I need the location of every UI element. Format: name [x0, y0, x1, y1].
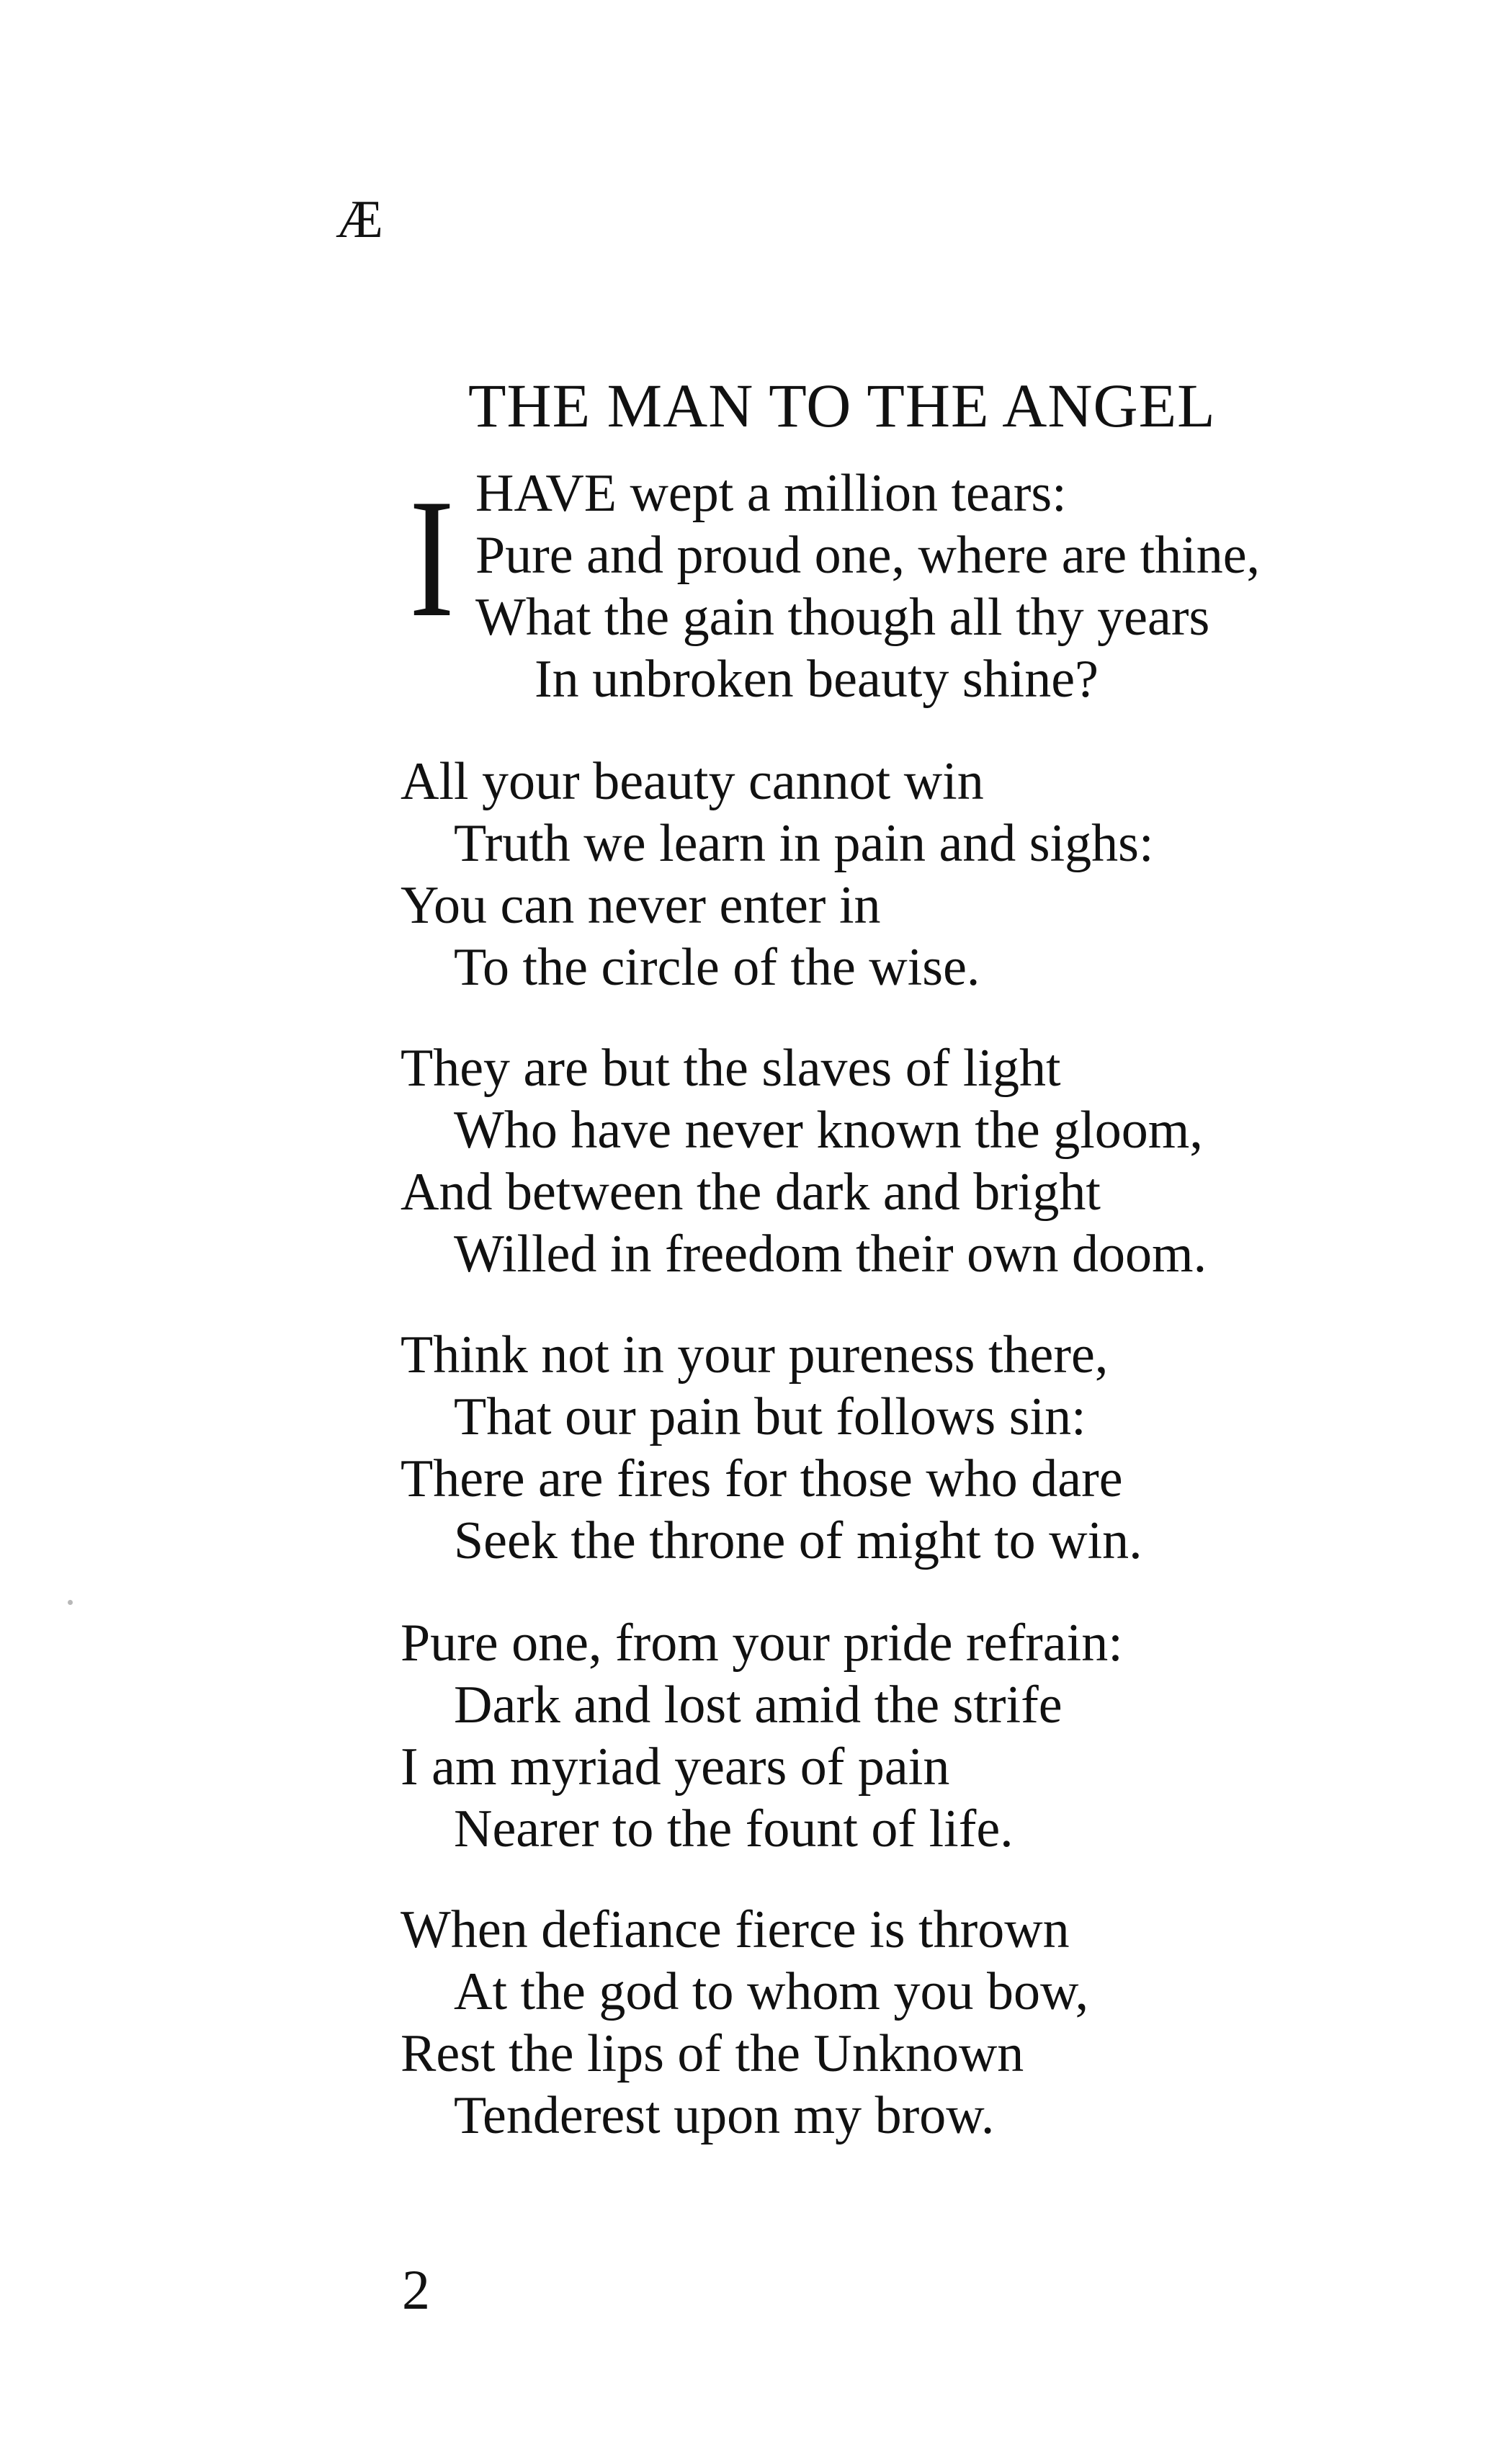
poem-line: They are but the slaves of light [401, 1039, 1061, 1098]
poem-line: Think not in your pureness there, [401, 1325, 1109, 1385]
poem-line: What the gain though all thy years [475, 588, 1210, 647]
poem-line: Truth we learn in pain and sighs: [454, 814, 1154, 873]
poem-line: Rest the lips of the Unknown [401, 2024, 1024, 2083]
poem-line: All your beauty cannot win [401, 752, 984, 811]
running-head: Æ [336, 190, 384, 249]
poem-line: You can never enter in [401, 876, 881, 935]
poem-title: THE MAN TO THE ANGEL [468, 371, 1216, 440]
poem-line: To the circle of the wise. [454, 938, 980, 997]
page-number: 2 [402, 2258, 430, 2321]
poem-line: That our pain but follows sin: [454, 1387, 1086, 1446]
poem-line: Tenderest upon my brow. [454, 2086, 995, 2145]
poem-line: Seek the throne of might to win. [454, 1511, 1142, 1570]
poem-line: HAVE wept a million tears: [475, 464, 1067, 523]
poem-line: Who have never known the gloom, [454, 1101, 1203, 1160]
poem-line: Dark and lost amid the strife [454, 1676, 1063, 1735]
drop-cap: I [409, 465, 455, 653]
poem-line: Nearer to the fount of life. [454, 1799, 1014, 1859]
poem-line: At the god to whom you bow, [454, 1962, 1089, 2021]
poem-line: Pure one, from your pride refrain: [401, 1614, 1123, 1673]
poem-line: There are fires for those who dare [401, 1449, 1123, 1508]
scan-speck [68, 1600, 73, 1605]
poem-line: In unbroken beauty shine? [534, 650, 1099, 709]
poem-line: I am myriad years of pain [401, 1737, 950, 1797]
poem-line: Pure and proud one, where are thine, [475, 526, 1261, 585]
poem-line: And between the dark and bright [401, 1163, 1101, 1222]
poem-line: Willed in freedom their own doom. [454, 1225, 1207, 1284]
poem-line: When defiance fierce is thrown [401, 1900, 1070, 1959]
